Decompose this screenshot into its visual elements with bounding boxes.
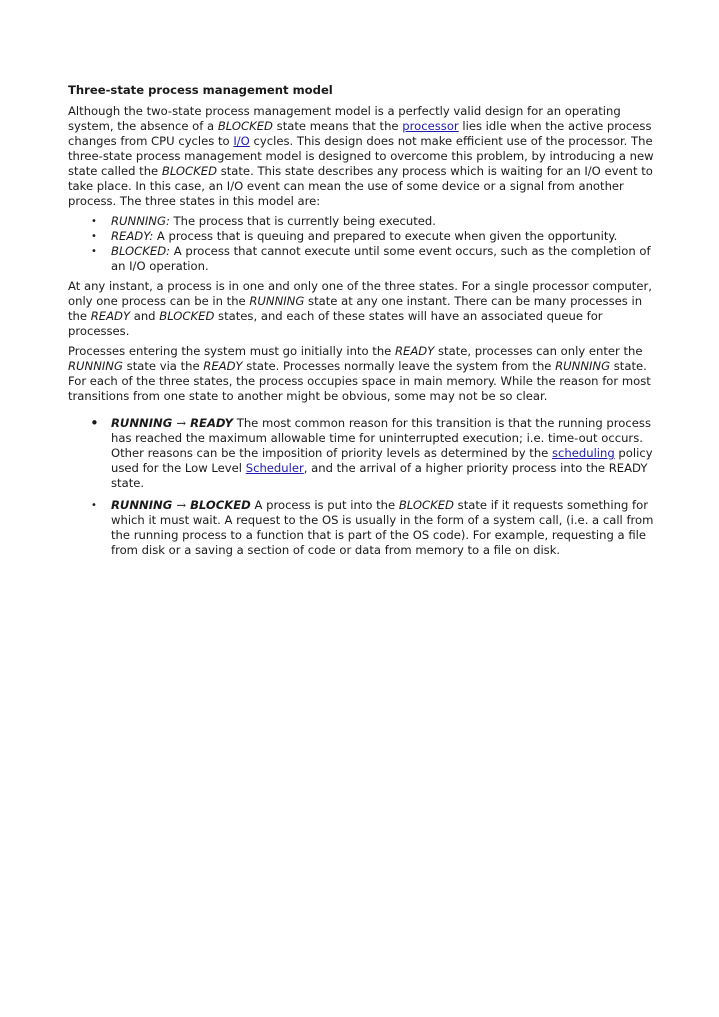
transitions-list [68,416,656,558]
right-arrow-icon: → [176,416,187,430]
section-heading: Three-state process management model [68,83,333,97]
states-list [68,214,656,274]
list-item: • READY: A process that is queuing and prepared to execute when given the opportunity. [68,229,656,244]
states-paragraph: At any instant, a process is in one and only one of the three states. For a single processor computer, only one process can be in the RUNNING state at any one instant. There can be many processes in the READY and BLOCKED states, and each of these states will have an associated queue for processes. [68,279,652,338]
scheduling-link[interactable]: scheduling [551,446,615,460]
bullet-icon: • [91,500,97,511]
list-item: • RUNNING: The process that is currently being executed. [68,214,656,229]
transition-running-ready: • RUNNING → READY The most common reason for this transition is that the running process has reached the maximum allowable time for uninterrupted execution; i.e. time-out occurs. Other reasons can be the imposition of priority levels as determined by the scheduling policy used for the Low Level Scheduler, and the arrival of a higher priority process into the READY state. [90,414,653,490]
scheduler-link[interactable]: Scheduler [245,461,304,475]
transitions-paragraph: Processes entering the system must go initially into the READY state, processes can only enter the RUNNING state via the READY state. Processes normally leave the system from the RUNNING state. For each of the three states, the process occupies space in main memory. While the reason for most transitions from one state to another might be obvious, some may not be so clear. [68,344,651,403]
right-arrow-icon: → [176,498,187,512]
io-link[interactable]: I/O [233,134,250,148]
processor-link[interactable]: processor [402,119,459,133]
document-page [68,83,656,565]
list-item: • BLOCKED: A process that cannot execute until some event occurs, such as the completion of an I/O operation. [68,244,656,274]
transition-running-blocked: • RUNNING → BLOCKED A process is put into the BLOCKED state if it requests something for which it must wait. A request to the OS is usually in the form of a system call, (i.e. a call from the running process to a function that is part of the OS code). For example, requesting a file from disk or a saving a section of code or data from memory to a file on disk. [91,498,654,557]
intro-paragraph: Although the two-state process management model is a perfectly valid design for an operating system, the absence of a BLOCKED state means that the processor lies idle when the active process changes from CPU cycles to I/O cycles. This design does not make efficient use of the processor. The three-state process management model is designed to overcome this problem, by introducing a new state called the BLOCKED state. This state describes any process which is waiting for an I/O event to take place. In this case, an I/O event can mean the use of some device or a signal from another process. The three states in this model are: [68,104,654,208]
bullet-icon: • [90,414,99,432]
